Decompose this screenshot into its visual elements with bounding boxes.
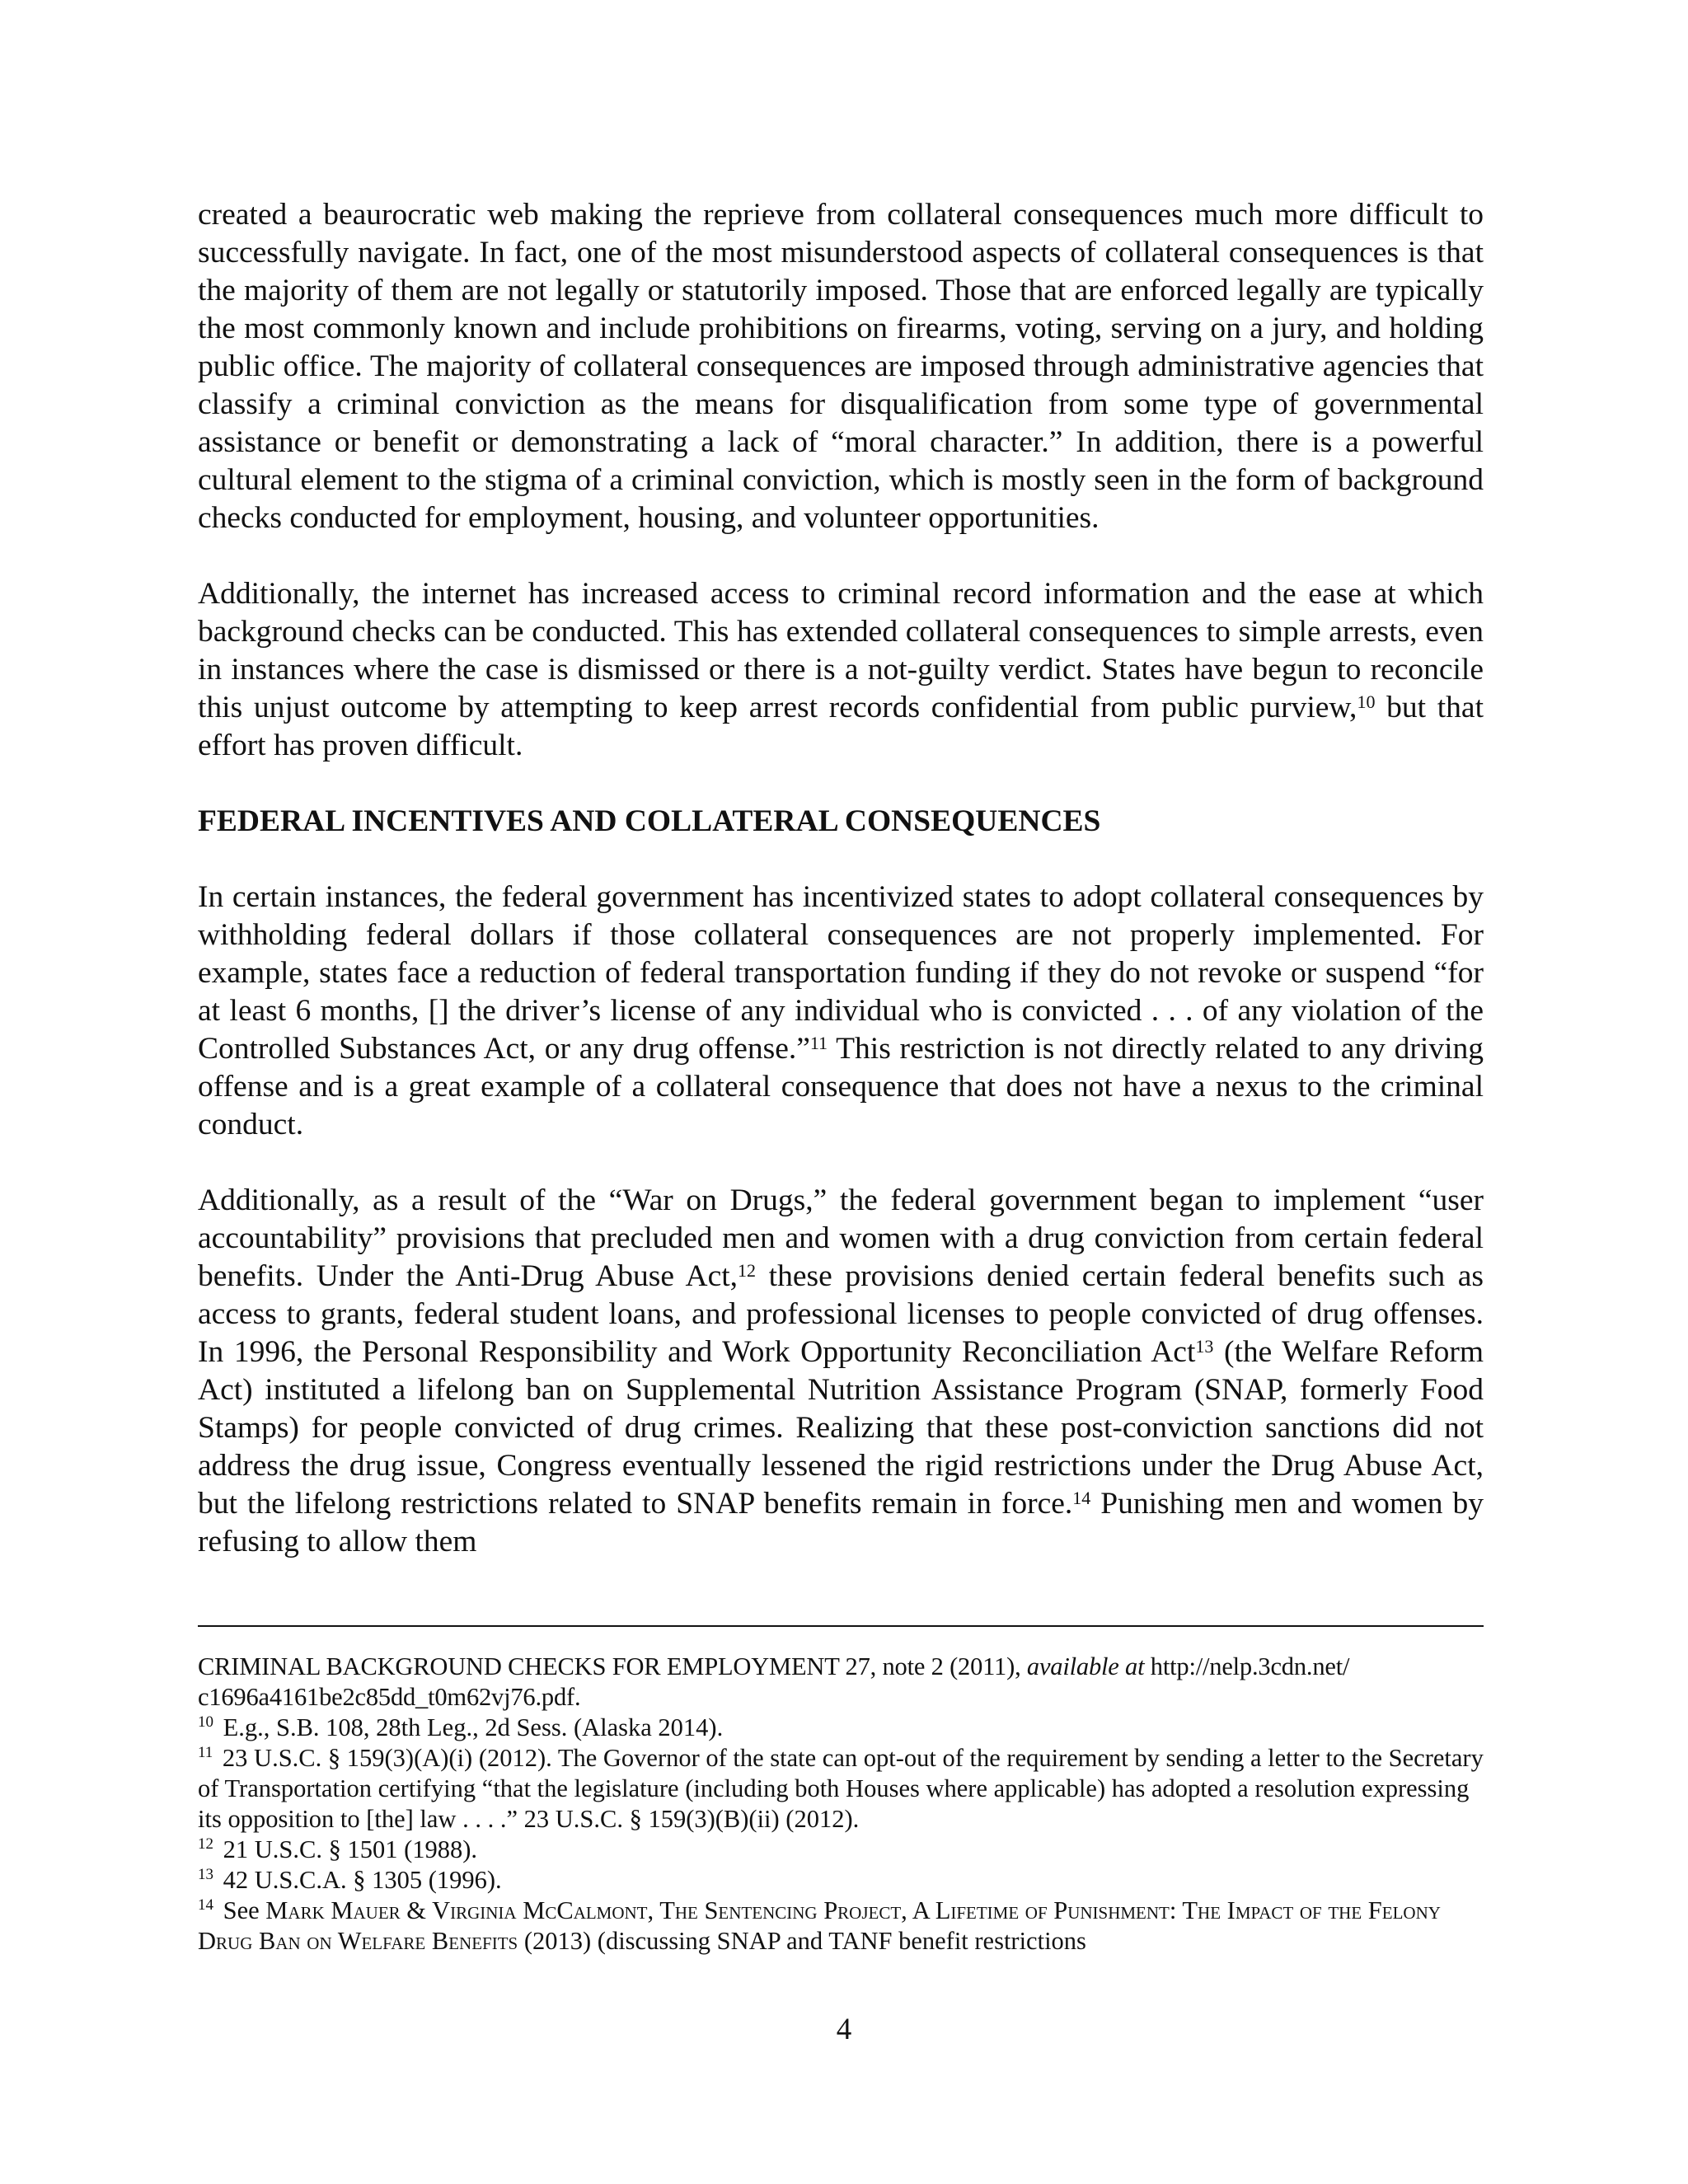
footnote-11 xyxy=(198,1743,1484,1835)
body-paragraph xyxy=(198,575,1484,765)
footnote-13 xyxy=(198,1865,1484,1896)
footnote-text: E.g., S.B. 108, 28th Leg., 2d Sess. (Alaska 2014). xyxy=(217,1713,724,1741)
page-number: 4 xyxy=(836,2013,852,2046)
body-paragraph xyxy=(198,1182,1484,1561)
footnote-text: 42 U.S.C.A. § 1305 (1996). xyxy=(217,1866,502,1894)
body-paragraph xyxy=(198,196,1484,537)
footnote-number: 10 xyxy=(198,1713,213,1731)
footnote-number: 11 xyxy=(198,1743,213,1761)
paragraph-text: Punishing men and women by refusing to allow them xyxy=(198,1487,1484,1558)
paragraph-text: created a beaurocratic web making the reprieve from collateral consequences much more difficult to successfully navigate. In fact, one of the most misunderstood aspects of collateral consequences is that the majority of them are not legally or statutorily imposed. Those that are enforced legally are typically the most commonly known and include prohibitions on firearms, voting, serving on a jury, and holding public office. The majority of collateral consequences are imposed through administrative agencies that classify a criminal conviction as the means for disqualification from some type of governmental assistance or benefit or demonstrating a lack of “moral character.” In addition, there is a powerful cultural element to the stigma of a criminal conviction, which is mostly seen in the form of background checks conducted for employment, housing, and volunteer opportunities. xyxy=(198,198,1484,535)
footnote-url[interactable]: http://nelp.3cdn.net/ c1696a4161be2c85dd_t0m62vj76.pdf. xyxy=(198,1652,1350,1711)
footnote-reference[interactable]: 12 xyxy=(738,1259,757,1281)
footnote-reference[interactable]: 13 xyxy=(1195,1335,1214,1357)
paragraph-text: In certain instances, the federal government has incentivized states to adopt collateral consequences by withholding federal dollars if those collateral consequences are not properly implemented. For example, states face a reduction of federal transportation funding if they do not revoke or suspend “for at least 6 months, [] the driver’s license of any individual who is convicted . . . of any violation of the Controlled Substances Act, or any drug offense.” xyxy=(198,880,1484,1066)
footnote-10 xyxy=(198,1713,1484,1743)
footnote-text: See xyxy=(217,1896,266,1924)
footnote-number: 13 xyxy=(198,1865,213,1883)
footnote-divider xyxy=(198,1625,1484,1627)
footnotes-section xyxy=(198,1652,1484,1957)
footnote-reference[interactable]: 11 xyxy=(809,1032,828,1053)
footnote-14 xyxy=(198,1896,1484,1957)
footnote-continued xyxy=(198,1652,1484,1713)
paragraph-text: This restriction is not directly related to any driving offense and is a great example of a collateral consequence that does not have a nexus to the criminal conduct. xyxy=(198,1032,1484,1141)
section-heading: FEDERAL INCENTIVES AND COLLATERAL CONSEQUENCES xyxy=(198,804,1101,838)
paragraph-text: these provisions denied certain federal benefits such as access to grants, federal student loans, and professional licenses to people convicted of drug offenses. In 1996, the Personal Responsibility and Work Opportunity Reconciliation Act xyxy=(198,1259,1484,1369)
footnote-number: 12 xyxy=(198,1835,213,1853)
body-paragraph xyxy=(198,879,1484,1144)
paragraph-text: (the Welfare Reform Act) instituted a lifelong ban on Supplemental Nutrition Assistance Program (SNAP, formerly Food Stamps) for people convicted of drug crimes. Realizing that these post-conviction sanctions did not address the drug issue, Congress eventually lessened the rigid restrictions under the Drug Abuse Act, but the lifelong restrictions related to SNAP benefits remain in force. xyxy=(198,1335,1484,1521)
paragraph-text: Additionally, the internet has increased access to criminal record information and the ease at which background checks can be conducted. This has extended collateral consequences to simple arrests, even in instances where the case is dismissed or there is a not-guilty verdict. States have begun to reconcile this unjust outcome by attempting to keep arrest records confidential from public purview, xyxy=(198,577,1484,724)
footnote-italic-text: available at xyxy=(1026,1652,1145,1680)
paragraph-text: Additionally, as a result of the “War on Drugs,” the federal government began to implement “user accountability” provisions that precluded men and women with a drug conviction from certain federal benefits. Under the Anti-Drug Abuse Act, xyxy=(198,1183,1484,1293)
main-text xyxy=(198,196,1484,1599)
paragraph-text: but that effort has proven difficult. xyxy=(198,691,1484,762)
footnote-text: (2013) (discussing SNAP and TANF benefit restrictions xyxy=(518,1927,1086,1955)
footnote-reference[interactable]: 14 xyxy=(1072,1487,1091,1508)
footnote-citation-title: Mark Mauer & Virginia McCalmont, The Sentencing Project, A Lifetime of Punishment: The Impact of the Felony Drug Ban on Welfare Benefits xyxy=(198,1896,1441,1955)
footnote-12 xyxy=(198,1835,1484,1865)
footnote-text: CRIMINAL BACKGROUND CHECKS FOR EMPLOYMENT 27, note 2 (2011), xyxy=(198,1652,1027,1680)
footnote-reference[interactable]: 10 xyxy=(1357,691,1376,712)
footnote-number: 14 xyxy=(198,1896,213,1914)
footnote-text: 21 U.S.C. § 1501 (1988). xyxy=(217,1835,478,1863)
footnote-text: 23 U.S.C. § 159(3)(A)(i) (2012). The Governor of the state can opt-out of the requirement by sending a letter to the Secretary of Transportation certifying “that the legislature (including both Houses where applicable) has adopted a resolution expressing its opposition to [the] law . . . .” 23 U.S.C. § 159(3)(B)(ii) (2012). xyxy=(198,1744,1484,1833)
